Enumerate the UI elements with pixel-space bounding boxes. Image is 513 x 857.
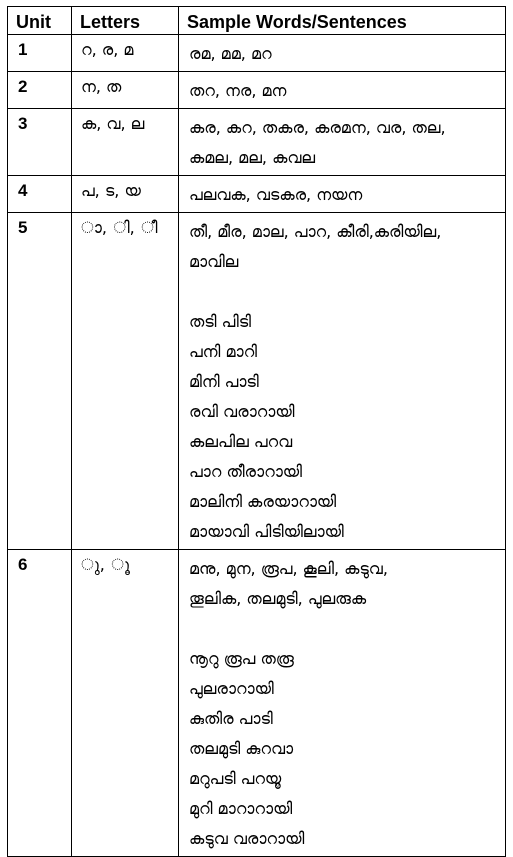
letters-cell: ന, ത bbox=[72, 72, 179, 109]
sample-line: രമ, മമ, മറ bbox=[189, 44, 272, 63]
sentence-line: കടുവ വരാറായി bbox=[189, 829, 305, 848]
sentence-line: കലപില പറവ bbox=[189, 432, 293, 451]
sentence-line: മുറി മാറാറായി bbox=[189, 799, 293, 818]
sample-line: കര, കറ, തകര, കരമന, വര, തല, bbox=[189, 118, 446, 137]
sentence-line: മാലിനി കരയാറായി bbox=[189, 492, 337, 511]
table-row bbox=[8, 72, 506, 109]
unit-number: 5 bbox=[8, 213, 72, 550]
sample-cell bbox=[179, 72, 506, 109]
sentence-line: നൂറു രൂപ തരൂ bbox=[189, 649, 294, 668]
letters-cell: പ, ട, യ bbox=[72, 176, 179, 213]
sample-line: കമല, മല, കവല bbox=[189, 148, 316, 167]
sample-cell bbox=[179, 109, 506, 176]
syllabus-table bbox=[7, 6, 506, 857]
sentence-line: മിനി പാടി bbox=[189, 372, 259, 391]
sample-cell bbox=[179, 35, 506, 72]
sample-cell bbox=[179, 213, 506, 550]
sample-line: തൂലിക, തലമുടി, പുലരുക bbox=[189, 589, 367, 608]
table-row bbox=[8, 176, 506, 213]
sentence-line: രവി വരാറായി bbox=[189, 402, 295, 421]
sentence-line: പാറ തീരാറായി bbox=[189, 462, 302, 481]
table-row bbox=[8, 109, 506, 176]
sentence-line: മായാവി പിടിയിലായി bbox=[189, 522, 344, 541]
header-sample: Sample Words/Sentences bbox=[179, 7, 506, 35]
unit-number: 2 bbox=[8, 72, 72, 109]
sample-line: മാവില bbox=[189, 252, 239, 271]
sentence-line: തലമുടി കുറവാ bbox=[189, 739, 294, 758]
unit-number: 1 bbox=[8, 35, 72, 72]
letters-cell: ു, ൂ bbox=[72, 550, 179, 857]
sample-cell bbox=[179, 550, 506, 857]
spacer bbox=[189, 614, 505, 644]
sentence-line: മറുപടി പറയൂ bbox=[189, 769, 282, 788]
sample-line: തീ, മീര, മാല, പാറ, കീരി,കരിയില, bbox=[189, 222, 442, 241]
sample-line: മനു, മുന, രൂപ, കൂലി, കടുവ, bbox=[189, 559, 388, 578]
unit-number: 4 bbox=[8, 176, 72, 213]
sentence-line: തടി പിടി bbox=[189, 312, 252, 331]
unit-number: 3 bbox=[8, 109, 72, 176]
sentence-line: പുലരാറായി bbox=[189, 679, 274, 698]
header-row bbox=[8, 7, 506, 35]
table-row bbox=[8, 35, 506, 72]
header-unit: Unit bbox=[8, 7, 72, 35]
spacer bbox=[189, 277, 505, 307]
header-letters: Letters bbox=[72, 7, 179, 35]
sample-line: തറ, നര, മന bbox=[189, 81, 287, 100]
unit-number: 6 bbox=[8, 550, 72, 857]
letters-cell: ാ, ി, ീ bbox=[72, 213, 179, 550]
letters-cell: ക, വ, ല bbox=[72, 109, 179, 176]
sentence-line: പനി മാറി bbox=[189, 342, 258, 361]
sample-cell bbox=[179, 176, 506, 213]
sentence-line: കുതിര പാടി bbox=[189, 709, 273, 728]
table-row bbox=[8, 550, 506, 857]
sample-line: പലവക, വടകര, നയന bbox=[189, 185, 363, 204]
letters-cell: റ, ര, മ bbox=[72, 35, 179, 72]
table-row bbox=[8, 213, 506, 550]
